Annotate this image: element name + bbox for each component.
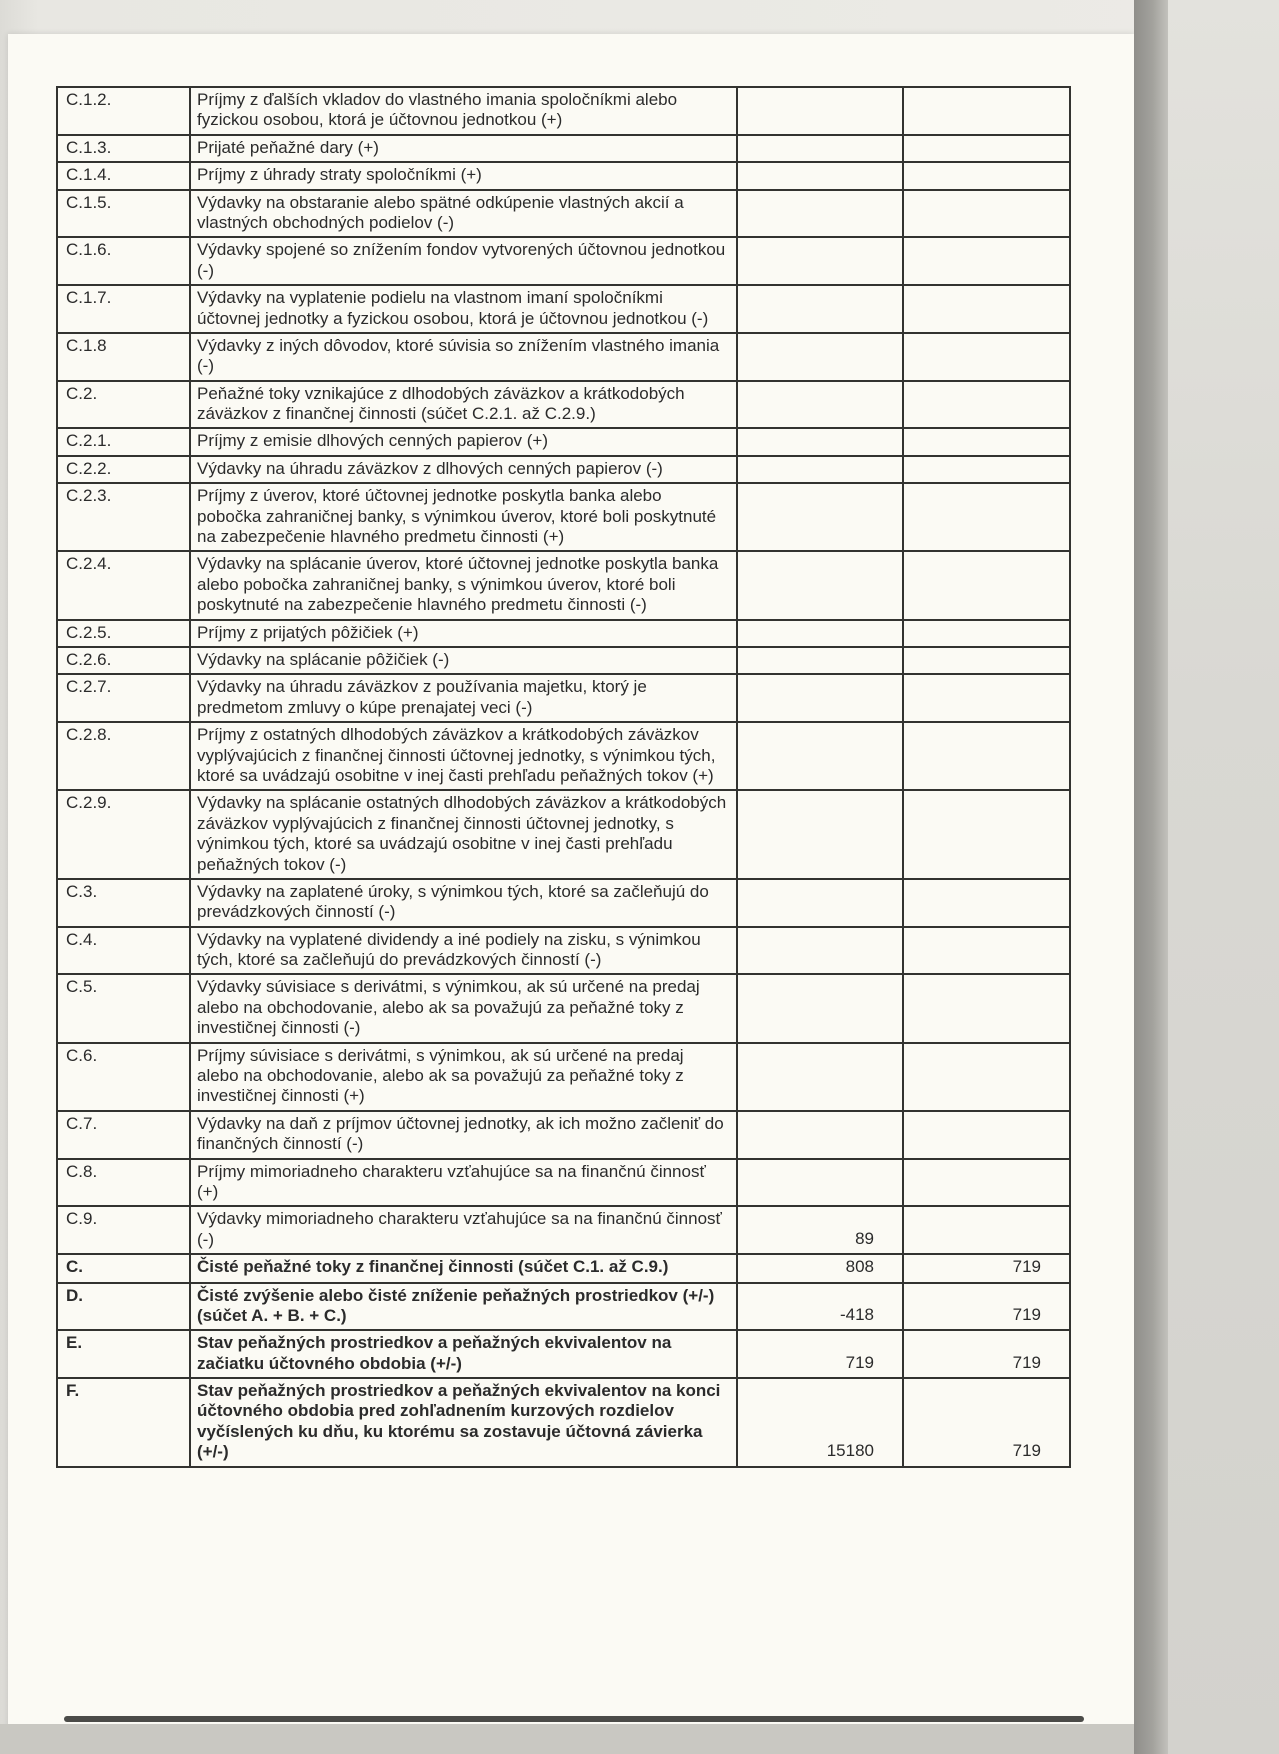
row-value-previous (903, 879, 1070, 927)
row-description: Stav peňažných prostriedkov a peňažných ekvivalentov na začiatku účtovného obdobia (+/-) (190, 1330, 737, 1378)
table-row (57, 722, 1070, 790)
row-value-current: -418 (737, 1283, 903, 1331)
row-code: C.1.6. (57, 237, 190, 285)
row-value-current (737, 237, 903, 285)
row-code: C.5. (57, 974, 190, 1042)
row-code: C.3. (57, 879, 190, 927)
row-description: Peňažné toky vznikajúce z dlhodobých záväzkov a krátkodobých záväzkov z finančnej činnosti (súčet C.2.1. až C.2.9.) (190, 381, 737, 429)
row-value-previous (903, 428, 1070, 455)
row-value-previous (903, 722, 1070, 790)
row-value-previous (903, 162, 1070, 189)
row-description: Výdavky na vyplatenie podielu na vlastnom imaní spoločníkmi účtovnej jednotky a fyzickou osobou, ktorá je účtovnou jednotkou (-) (190, 285, 737, 333)
row-code: C.9. (57, 1206, 190, 1254)
row-value-previous (903, 87, 1070, 135)
row-description: Príjmy z prijatých pôžičiek (+) (190, 620, 737, 647)
row-value-current (737, 135, 903, 162)
row-value-current (737, 974, 903, 1042)
row-description: Príjmy z ostatných dlhodobých záväzkov a krátkodobých záväzkov vyplývajúcich z finančnej činnosti účtovnej jednotky, s výnimkou tých, ktoré sa uvádzajú osobitne v inej časti prehľadu peňažných tokov (+) (190, 722, 737, 790)
row-code: C.4. (57, 927, 190, 975)
table-row (57, 1111, 1070, 1159)
row-description: Výdavky na vyplatené dividendy a iné podiely na zisku, s výnimkou tých, ktoré sa začleňujú do prevádzkových činností (-) (190, 927, 737, 975)
row-description: Príjmy z úverov, ktoré účtovnej jednotke poskytla banka alebo pobočka zahraničnej banky, s výnimkou úverov, ktoré boli poskytnuté na zabezpečenie hlavného predmetu činnosti (+) (190, 483, 737, 551)
table-row (57, 1206, 1070, 1254)
table-row (57, 1330, 1070, 1378)
row-code: C.7. (57, 1111, 190, 1159)
row-description: Výdavky mimoriadneho charakteru vzťahujúce sa na finančnú činnosť (-) (190, 1206, 737, 1254)
row-value-previous (903, 456, 1070, 483)
row-code: C.2. (57, 381, 190, 429)
row-value-previous (903, 333, 1070, 381)
row-code: C.2.9. (57, 790, 190, 879)
row-value-previous (903, 1159, 1070, 1207)
row-value-current: 808 (737, 1254, 903, 1282)
row-code: C.1.2. (57, 87, 190, 135)
row-code: C.1.8 (57, 333, 190, 381)
table-row (57, 381, 1070, 429)
row-value-previous (903, 620, 1070, 647)
row-description: Prijaté peňažné dary (+) (190, 135, 737, 162)
row-description: Príjmy súvisiace s derivátmi, s výnimkou, ak sú určené na predaj alebo na obchodovanie, alebo ak sa považujú za peňažné toky z investičnej činnosti (+) (190, 1043, 737, 1111)
table-row (57, 551, 1070, 619)
row-value-current (737, 190, 903, 238)
table-row (57, 483, 1070, 551)
row-description: Príjmy mimoriadneho charakteru vzťahujúce sa na finančnú činnosť (+) (190, 1159, 737, 1207)
row-code: C.2.6. (57, 647, 190, 674)
row-code: C.8. (57, 1159, 190, 1207)
row-description: Výdavky na splácanie pôžičiek (-) (190, 647, 737, 674)
row-value-current (737, 722, 903, 790)
row-value-previous (903, 285, 1070, 333)
row-value-previous (903, 1111, 1070, 1159)
row-description: Príjmy z ďalších vkladov do vlastného imania spoločníkmi alebo fyzickou osobou, ktorá je účtovnou jednotkou (+) (190, 87, 737, 135)
table-row (57, 974, 1070, 1042)
table-row (57, 647, 1070, 674)
row-value-previous (903, 674, 1070, 722)
row-code: D. (57, 1283, 190, 1331)
row-description: Príjmy z emisie dlhových cenných papierov (+) (190, 428, 737, 455)
row-value-current (737, 620, 903, 647)
table-row (57, 135, 1070, 162)
row-description: Výdavky na splácanie ostatných dlhodobých záväzkov a krátkodobých záväzkov vyplývajúcich z finančnej činnosti účtovnej jednotky, s výnimkou tých, ktoré sa uvádzajú osobitne v inej časti prehľadu peňažných tokov (-) (190, 790, 737, 879)
table-row (57, 1378, 1070, 1467)
row-description: Výdavky na úhradu záväzkov z používania majetku, ktorý je predmetom zmluvy o kúpe prenajatej veci (-) (190, 674, 737, 722)
row-description: Výdavky na daň z príjmov účtovnej jednotky, ak ich možno začleniť do finančných činností (-) (190, 1111, 737, 1159)
row-description: Výdavky na obstaranie alebo spätné odkúpenie vlastných akcií a vlastných obchodných podielov (-) (190, 190, 737, 238)
table-row (57, 456, 1070, 483)
scan-edge-bottom (0, 1724, 1134, 1754)
row-value-current (737, 1159, 903, 1207)
row-value-previous (903, 974, 1070, 1042)
row-code: C.2.8. (57, 722, 190, 790)
row-value-previous: 719 (903, 1378, 1070, 1467)
row-description: Výdavky z iných dôvodov, ktoré súvisia so znížením vlastného imania (-) (190, 333, 737, 381)
row-description: Výdavky na splácanie úverov, ktoré účtovnej jednotke poskytla banka alebo pobočka zahraničnej banky, s výnimkou úverov, ktoré boli poskytnuté na zabezpečenie hlavného predmetu činnosti (-) (190, 551, 737, 619)
row-code: C.2.2. (57, 456, 190, 483)
row-description: Výdavky spojené so znížením fondov vytvorených účtovnou jednotkou (-) (190, 237, 737, 285)
row-code: C.1.7. (57, 285, 190, 333)
cashflow-table (56, 86, 1071, 1468)
row-value-current (737, 1043, 903, 1111)
row-value-current (737, 1111, 903, 1159)
table-row (57, 790, 1070, 879)
cashflow-table-body (57, 87, 1070, 1467)
row-value-previous (903, 190, 1070, 238)
row-description: Čisté zvýšenie alebo čisté zníženie peňažných prostriedkov (+/-) (súčet A. + B. + C.) (190, 1283, 737, 1331)
row-code: C.2.7. (57, 674, 190, 722)
row-value-previous: 719 (903, 1283, 1070, 1331)
row-value-current (737, 456, 903, 483)
row-description: Čisté peňažné toky z finančnej činnosti (súčet C.1. až C.9.) (190, 1254, 737, 1282)
row-description: Výdavky na úhradu záväzkov z dlhových cenných papierov (-) (190, 456, 737, 483)
row-code: C.2.4. (57, 551, 190, 619)
table-row (57, 162, 1070, 189)
table-row (57, 1159, 1070, 1207)
row-value-current (737, 551, 903, 619)
table-row (57, 87, 1070, 135)
row-value-previous (903, 381, 1070, 429)
row-value-current (737, 879, 903, 927)
row-code: C.2.5. (57, 620, 190, 647)
row-description: Výdavky súvisiace s derivátmi, s výnimkou, ak sú určené na predaj alebo na obchodovanie, alebo ak sa považujú za peňažné toky z investičnej činnosti (-) (190, 974, 737, 1042)
row-value-current: 89 (737, 1206, 903, 1254)
row-description: Stav peňažných prostriedkov a peňažných ekvivalentov na konci účtovného obdobia pred zohľadnením kurzových rozdielov vyčíslených ku dňu, ku ktorému sa zostavuje účtovná závierka (+/-) (190, 1378, 737, 1467)
table-row (57, 1283, 1070, 1331)
table-row (57, 333, 1070, 381)
row-code: E. (57, 1330, 190, 1378)
row-value-previous (903, 135, 1070, 162)
row-value-previous (903, 237, 1070, 285)
row-value-previous (903, 927, 1070, 975)
row-value-current (737, 162, 903, 189)
row-value-current (737, 647, 903, 674)
row-value-current (737, 333, 903, 381)
table-row (57, 620, 1070, 647)
row-description: Výdavky na zaplatené úroky, s výnimkou tých, ktoré sa začleňujú do prevádzkových činností (-) (190, 879, 737, 927)
scan-margin-right (1168, 0, 1279, 1754)
table-row (57, 927, 1070, 975)
row-code: F. (57, 1378, 190, 1467)
table-row (57, 190, 1070, 238)
scan-shadow-right (1134, 0, 1168, 1754)
row-value-current: 719 (737, 1330, 903, 1378)
row-value-current (737, 927, 903, 975)
row-value-previous (903, 1206, 1070, 1254)
row-value-current: 15180 (737, 1378, 903, 1467)
row-value-previous (903, 1043, 1070, 1111)
row-code: C. (57, 1254, 190, 1282)
table-row (57, 1043, 1070, 1111)
row-code: C.1.5. (57, 190, 190, 238)
row-value-current (737, 285, 903, 333)
row-code: C.6. (57, 1043, 190, 1111)
row-value-current (737, 381, 903, 429)
row-value-previous (903, 483, 1070, 551)
row-value-current (737, 674, 903, 722)
table-row (57, 285, 1070, 333)
row-code: C.2.3. (57, 483, 190, 551)
row-code: C.2.1. (57, 428, 190, 455)
row-value-previous (903, 647, 1070, 674)
row-code: C.1.3. (57, 135, 190, 162)
table-row (57, 879, 1070, 927)
row-value-current (737, 790, 903, 879)
row-value-previous: 719 (903, 1254, 1070, 1282)
table-row (57, 428, 1070, 455)
table-row (57, 237, 1070, 285)
row-value-previous (903, 790, 1070, 879)
row-value-previous (903, 551, 1070, 619)
row-value-current (737, 87, 903, 135)
row-code: C.1.4. (57, 162, 190, 189)
scanned-page (8, 34, 1134, 1754)
table-row (57, 674, 1070, 722)
scan-bottom-line (64, 1716, 1084, 1722)
row-value-current (737, 428, 903, 455)
row-description: Príjmy z úhrady straty spoločníkmi (+) (190, 162, 737, 189)
row-value-previous: 719 (903, 1330, 1070, 1378)
row-value-current (737, 483, 903, 551)
table-row (57, 1254, 1070, 1282)
